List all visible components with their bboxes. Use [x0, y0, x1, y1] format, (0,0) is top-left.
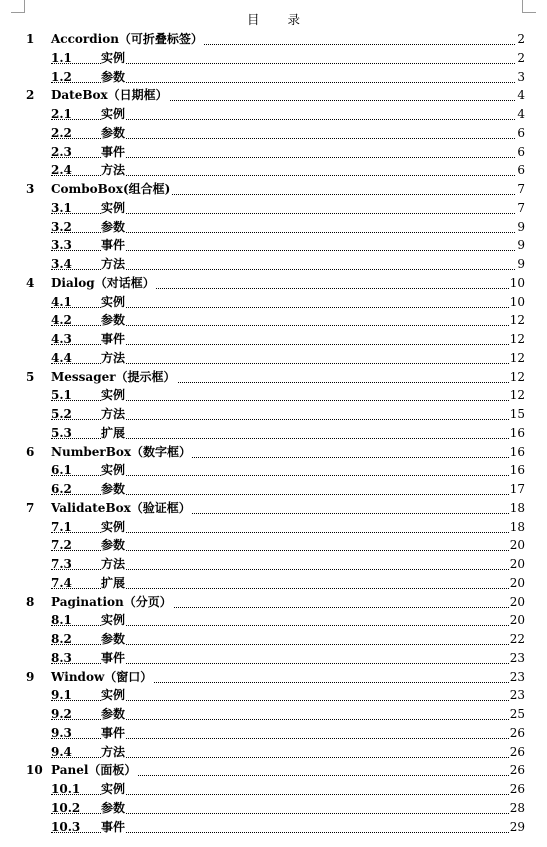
toc-entry-page: 12 — [509, 388, 525, 403]
toc-entry-label: Panel（面板） — [51, 763, 137, 778]
toc-section-entry[interactable] — [0, 779, 547, 798]
toc-entry-label: 方法 — [101, 350, 126, 365]
toc-section-entry[interactable] — [0, 160, 547, 179]
toc-entry-page: 26 — [509, 763, 525, 778]
toc-entry-number: 10.2 — [51, 800, 81, 815]
toc-entry-number: 4.2 — [51, 313, 72, 328]
toc-entry-label: 事件 — [101, 238, 126, 253]
toc-entry-number: 3 — [26, 182, 35, 196]
toc-entry-label: Dialog（对话框） — [51, 275, 155, 290]
toc-entry-number: 5.3 — [51, 425, 72, 440]
toc-entry-number: 7.4 — [51, 575, 72, 590]
toc-entry-page: 28 — [509, 800, 525, 815]
toc-entry-page: 4 — [517, 107, 525, 121]
toc-entry-page: 26 — [509, 725, 525, 740]
toc-section-entry[interactable] — [0, 723, 547, 742]
toc-entry-number: 7 — [26, 500, 35, 515]
toc-entry-label: 事件 — [101, 144, 126, 159]
toc-entry-label: 方法 — [101, 163, 126, 178]
toc-entry-label: 实例 — [101, 613, 126, 628]
toc-entry-page: 20 — [509, 575, 525, 590]
toc-entry-page: 12 — [509, 350, 525, 365]
toc-entry-number: 8.2 — [51, 632, 72, 646]
toc-entry-number: 8.1 — [51, 613, 72, 628]
toc-entry-page: 9 — [517, 257, 525, 271]
toc-entry-label: ValidateBox（验证框） — [51, 500, 191, 515]
toc-entry-page: 18 — [509, 500, 525, 515]
toc-section-entry[interactable] — [0, 573, 547, 592]
toc-entry-number: 2.3 — [51, 144, 72, 159]
toc-entry-page: 23 — [509, 650, 525, 665]
toc-entry-number: 7.2 — [51, 538, 72, 553]
toc-entry-number: 7.3 — [51, 557, 72, 571]
toc-entry-label: 方法 — [101, 257, 126, 271]
toc-section-entry[interactable] — [0, 292, 547, 311]
toc-entry-number: 7.1 — [51, 519, 72, 534]
toc-entry-label: 参数 — [101, 800, 126, 815]
toc-section-entry[interactable] — [0, 479, 547, 498]
toc-section-entry[interactable] — [0, 104, 547, 123]
toc-section-entry[interactable] — [0, 48, 547, 67]
toc-entry-label: 扩展 — [101, 425, 126, 440]
toc-entry-page: 15 — [509, 407, 525, 421]
toc-entry-label: 事件 — [101, 819, 126, 834]
toc-entry-label: 方法 — [101, 557, 126, 571]
toc-entry-number: 4.4 — [51, 350, 72, 365]
toc-chapter-entry[interactable] — [0, 760, 547, 779]
toc-entry-number: 4 — [26, 275, 35, 290]
toc-entry-label: Window（窗口） — [51, 669, 153, 684]
toc-entry-page: 10 — [509, 294, 525, 309]
toc-section-entry[interactable] — [0, 198, 547, 217]
toc-entry-page: 20 — [509, 594, 525, 609]
toc-entry-number: 1.1 — [51, 50, 72, 65]
toc-entry-page: 2 — [517, 50, 525, 65]
toc-entry-label: NumberBox（数字框） — [51, 444, 192, 459]
toc-section-entry[interactable] — [0, 254, 547, 273]
toc-entry-label: 参数 — [101, 219, 126, 234]
toc-chapter-entry[interactable] — [0, 442, 547, 461]
toc-entry-page: 16 — [509, 425, 525, 440]
toc-section-entry[interactable] — [0, 348, 547, 367]
toc-entry-number: 8.3 — [51, 650, 72, 665]
toc-section-entry[interactable] — [0, 385, 547, 404]
toc-entry-page: 17 — [509, 482, 525, 496]
toc-entry-page: 23 — [509, 669, 525, 684]
toc-section-entry[interactable] — [0, 535, 547, 554]
toc-entry-number: 8 — [26, 594, 35, 609]
toc-entry-page: 9 — [517, 219, 525, 234]
toc-entry-label: 事件 — [101, 332, 126, 346]
toc-entry-label: Pagination（分页） — [51, 594, 172, 609]
toc-entry-label: Messager（提示框） — [51, 369, 176, 384]
toc-entry-label: 实例 — [101, 294, 126, 309]
toc-entry-label: 参数 — [101, 313, 126, 328]
toc-entry-page: 3 — [517, 69, 525, 84]
toc-section-entry[interactable] — [0, 329, 547, 348]
toc-section-entry[interactable] — [0, 123, 547, 142]
toc-entry-page: 29 — [509, 819, 525, 834]
toc-entry-label: 参数 — [101, 69, 126, 84]
toc-section-entry[interactable] — [0, 817, 547, 836]
toc-entry-label: 实例 — [101, 519, 126, 534]
toc-chapter-entry[interactable] — [0, 85, 547, 104]
toc-chapter-entry[interactable] — [0, 592, 547, 611]
toc-entry-page: 26 — [509, 782, 525, 796]
toc-entry-number: 3.2 — [51, 219, 72, 234]
toc-entry-number: 6 — [26, 444, 35, 459]
toc-chapter-entry[interactable] — [0, 498, 547, 517]
toc-section-entry[interactable] — [0, 142, 547, 161]
toc-entry-number: 10.3 — [51, 819, 81, 834]
toc-entry-page: 6 — [517, 163, 525, 178]
toc-entry-page: 22 — [509, 632, 525, 646]
toc-entry-number: 9.4 — [51, 744, 72, 759]
toc-entry-label: 扩展 — [101, 575, 126, 590]
toc-section-entry[interactable] — [0, 629, 547, 648]
toc-entry-page: 20 — [509, 613, 525, 628]
toc-entry-number: 9.2 — [51, 707, 72, 721]
toc-entry-label: 实例 — [101, 107, 126, 121]
toc-entry-number: 3.3 — [51, 238, 72, 253]
toc-entry-page: 25 — [509, 707, 525, 721]
toc-entry-number: 5.2 — [51, 407, 72, 421]
toc-entry-number: 9.1 — [51, 688, 72, 703]
toc-entry-label: 参数 — [101, 632, 126, 646]
toc-entry-page: 4 — [517, 88, 525, 103]
toc-entry-page: 20 — [509, 557, 525, 571]
toc-entry-label: 事件 — [101, 650, 126, 665]
toc-entry-label: 事件 — [101, 725, 126, 740]
toc-section-entry[interactable] — [0, 554, 547, 573]
toc-entry-number: 9.3 — [51, 725, 72, 740]
toc-chapter-entry[interactable] — [0, 29, 547, 48]
toc-entry-label: 实例 — [101, 782, 126, 796]
toc-section-entry[interactable] — [0, 217, 547, 236]
toc-entry-page: 16 — [509, 463, 525, 478]
toc-title: 目 录 — [247, 12, 312, 27]
toc-entry-number: 6.2 — [51, 482, 72, 496]
toc-entry-page: 12 — [509, 369, 525, 384]
toc-section-entry[interactable] — [0, 404, 547, 423]
toc-entry-page: 23 — [509, 688, 525, 703]
toc-chapter-entry[interactable] — [0, 367, 547, 386]
toc-entry-label: 方法 — [101, 407, 126, 421]
toc-entry-number: 1.2 — [51, 69, 72, 84]
toc-section-entry[interactable] — [0, 648, 547, 667]
toc-entry-page: 9 — [517, 238, 525, 253]
toc-section-entry[interactable] — [0, 610, 547, 629]
toc-entry-number: 4.3 — [51, 332, 72, 346]
toc-entry-label: 实例 — [101, 50, 126, 65]
toc-section-entry[interactable] — [0, 704, 547, 723]
toc-entry-number: 3.4 — [51, 257, 72, 271]
toc-entry-label: 方法 — [101, 744, 126, 759]
toc-section-entry[interactable] — [0, 685, 547, 704]
toc-entry-number: 5 — [26, 369, 35, 384]
toc-entry-label: 实例 — [101, 463, 126, 478]
toc-section-entry[interactable] — [0, 460, 547, 479]
toc-section-entry[interactable] — [0, 798, 547, 817]
toc-entry-label: 参数 — [101, 125, 126, 140]
toc-entry-label: ComboBox(组合框) — [51, 182, 171, 196]
toc-entry-page: 7 — [517, 200, 525, 215]
toc-entry-page: 12 — [509, 313, 525, 328]
toc-entry-number: 2.1 — [51, 107, 72, 121]
toc-entry-page: 6 — [517, 125, 525, 140]
toc-chapter-entry[interactable] — [0, 273, 547, 292]
toc-entry-page: 26 — [509, 744, 525, 759]
toc-entry-number: 9 — [26, 669, 35, 684]
toc-entry-number: 10.1 — [51, 782, 81, 796]
toc-chapter-entry[interactable] — [0, 179, 547, 198]
toc-entry-page: 6 — [517, 144, 525, 159]
toc-entry-page: 20 — [509, 538, 525, 553]
toc-entry-page: 2 — [517, 32, 525, 46]
toc-entry-page: 10 — [509, 275, 525, 290]
toc-entry-page: 7 — [517, 182, 525, 196]
toc-entry-label: 实例 — [101, 200, 126, 215]
toc-entry-label: 参数 — [101, 707, 126, 721]
toc-entry-page: 16 — [509, 444, 525, 459]
toc-entry-label: 参数 — [101, 482, 126, 496]
toc-entry-number: 5.1 — [51, 388, 72, 403]
toc-entry-number: 10 — [26, 763, 43, 778]
toc-entry-number: 3.1 — [51, 200, 72, 215]
toc-entry-label: Accordion（可折叠标签） — [51, 32, 203, 46]
toc-entry-number: 2 — [26, 88, 35, 103]
toc-entry-label: 参数 — [101, 538, 126, 553]
toc-list — [0, 29, 547, 835]
toc-section-entry[interactable] — [0, 423, 547, 442]
toc-entry-label: 实例 — [101, 388, 126, 403]
toc-entry-number: 4.1 — [51, 294, 72, 309]
toc-entry-page: 12 — [509, 332, 525, 346]
toc-entry-number: 1 — [26, 32, 35, 46]
toc-entry-number: 6.1 — [51, 463, 72, 478]
toc-entry-label: 实例 — [101, 688, 126, 703]
toc-entry-number: 2.2 — [51, 125, 72, 140]
toc-section-entry[interactable] — [0, 310, 547, 329]
toc-chapter-entry[interactable] — [0, 667, 547, 686]
toc-entry-page: 18 — [509, 519, 525, 534]
toc-section-entry[interactable] — [0, 742, 547, 761]
toc-entry-number: 2.4 — [51, 163, 72, 178]
toc-section-entry[interactable] — [0, 67, 547, 86]
toc-entry-label: DateBox（日期框） — [51, 88, 168, 103]
toc-section-entry[interactable] — [0, 235, 547, 254]
toc-section-entry[interactable] — [0, 517, 547, 536]
